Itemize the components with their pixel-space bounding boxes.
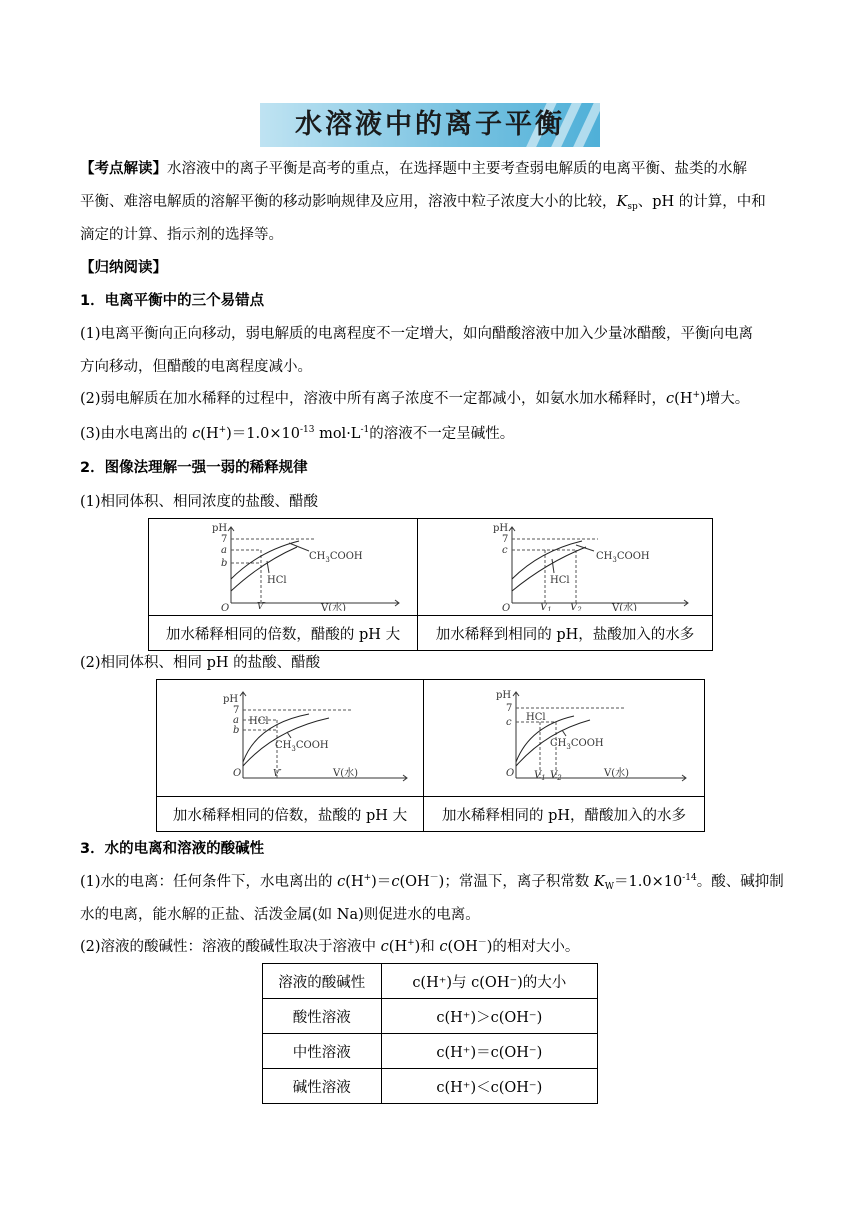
section3-heading: 3．水的电离和溶液的酸碱性 — [80, 841, 265, 857]
svg-text:a: a — [233, 715, 239, 726]
section1-heading: 1．电离平衡中的三个易错点 — [80, 293, 265, 309]
svg-text:V(水): V(水) — [321, 603, 347, 611]
svg-text:V1: $V_1$ — [540, 602, 552, 611]
svg-text:V2: $V_2$ — [550, 770, 562, 782]
svg-text:7: 7 — [506, 703, 513, 714]
svg-text:HCl: HCl — [550, 575, 570, 586]
svg-text:7: 7 — [233, 705, 240, 716]
svg-text:V(水): V(水) — [333, 768, 359, 779]
sec2-sub1: (1)相同体积、相同浓度的盐酸、醋酸 — [80, 494, 319, 510]
graph-same-ph-same-ph — [424, 680, 704, 792]
intro-line3: 滴定的计算、指示剂的选择等。 — [80, 227, 283, 243]
table-row: 中性溶液 c(H⁺)＝c(OH⁻) — [263, 1034, 598, 1069]
svg-text:7: 7 — [502, 534, 509, 545]
svg-text:c: c — [506, 717, 512, 728]
ksp-symbol: K — [616, 194, 628, 210]
sec1-p1: (1)电离平衡向正向移动，弱电解质的电离程度不一定增大，如向醋酸溶液中加入少量冰醋酸，平衡向电离 方向移动，但醋酸的电离程度减小。 — [80, 326, 754, 375]
table-row: 酸性溶液 c(H⁺)＞c(OH⁻) — [263, 999, 598, 1034]
svg-text:V′: V′ — [257, 602, 266, 611]
sec3-p2: (2)溶液的酸碱性：溶液的酸碱性取决于溶液中 c(H+)和 c(OH－)的相对大小。 — [80, 938, 580, 955]
graph-same-ph-same-dilution — [157, 680, 423, 792]
dilution-table-1 — [148, 518, 713, 651]
svg-text:V1: $V_1$ — [534, 770, 546, 782]
graph-cell — [418, 519, 713, 616]
hcl-curve — [231, 547, 297, 591]
svg-text:V2: $V_2$ — [570, 602, 582, 611]
caption-left: 加水稀释相同的倍数，盐酸的 pH 大 — [157, 797, 424, 832]
table-header: c(H⁺)与 c(OH⁻)的大小 — [381, 964, 597, 999]
intro-line1: 水溶液中的离子平衡是高考的重点，在选择题中主要考查弱电解质的电离平衡、盐类的水解 — [167, 161, 747, 177]
graph-same-conc-same-ph — [418, 519, 712, 611]
svg-text:O: O — [233, 768, 242, 779]
caption-right: 加水稀释到相同的 pH，盐酸加入的水多 — [418, 616, 713, 651]
svg-text:O: O — [506, 768, 515, 779]
svg-text:V(水): V(水) — [604, 768, 630, 779]
page-title: 水溶液中的离子平衡 — [295, 109, 565, 140]
svg-text:pH: pH — [223, 694, 239, 705]
svg-text:c: c — [502, 545, 508, 556]
svg-text:CH3COOH: $CH_3COOH$ — [596, 551, 650, 564]
svg-text:7: 7 — [221, 534, 228, 545]
sec1-p3: (3)由水电离出的 $c(H^+)=1.0\times 10^{-13}$ $mol\cdot L^{-1}$的溶液不一定呈碱性。 — [80, 425, 515, 442]
title-banner — [260, 103, 600, 147]
svg-text:pH: pH — [493, 523, 509, 534]
svg-text:a: a — [221, 545, 227, 556]
summary-label: 【归纳阅读】 — [80, 260, 167, 276]
dilution-table-2 — [156, 679, 705, 832]
graph-cell — [149, 519, 418, 616]
acidity-table — [262, 963, 598, 1104]
intro-paragraph: 【考点解读】水溶液中的离子平衡是高考的重点，在选择题中主要考查弱电解质的电离平衡、盐类的水解 平衡、难溶电解质的溶解平衡的移动影响规律及应用，溶液中粒子浓度大小的比较，$K_{sp}$、pH 的计算，中和 滴定的计算、指示剂的选择等。 — [80, 154, 786, 250]
svg-text:CH3COOH: $CH_3COOH$ — [550, 738, 604, 751]
svg-text:HCl: HCl — [249, 716, 269, 727]
svg-text:HCl: HCl — [526, 712, 546, 723]
caption-right: 加水稀释相同的 pH，醋酸加入的水多 — [424, 797, 705, 832]
svg-text:CH3COOH: $CH_3COOH$ — [275, 740, 329, 753]
svg-text:CH3COOH: $CH_3COOH$ — [309, 551, 363, 564]
sec1-p2: (2)弱电解质在加水稀释的过程中，溶液中所有离子浓度不一定都减小，如氨水加水稀释时，c(H+)增大。 — [80, 390, 750, 407]
ch3cooh-curve — [231, 541, 299, 579]
table-row: 碱性溶液 c(H⁺)＜c(OH⁻) — [263, 1069, 598, 1104]
svg-text:V(水): V(水) — [612, 603, 638, 611]
intro-label: 【考点解读】 — [80, 161, 167, 177]
intro-line2b: 、pH 的计算，中和 — [637, 194, 766, 210]
ph-label: pH — [212, 523, 228, 534]
svg-text:pH: pH — [496, 690, 512, 701]
svg-text:HCl: HCl — [267, 575, 287, 586]
svg-text:O: O — [502, 603, 511, 611]
table-header: 溶液的酸碱性 — [263, 964, 382, 999]
svg-text:b: b — [221, 558, 228, 569]
graph-cell — [424, 680, 705, 797]
section2-heading: 2．图像法理解一强一弱的稀释规律 — [80, 460, 308, 476]
svg-text:b: b — [233, 725, 240, 736]
graph-same-conc-same-dilution — [149, 519, 417, 611]
svg-text:O: O — [221, 603, 230, 611]
graph-cell — [157, 680, 424, 797]
caption-left: 加水稀释相同的倍数，醋酸的 pH 大 — [149, 616, 418, 651]
intro-line2a: 平衡、难溶电解质的溶解平衡的移动影响规律及应用，溶液中粒子浓度大小的比较， — [80, 194, 617, 210]
sec2-sub2: (2)相同体积、相同 pH 的盐酸、醋酸 — [80, 655, 321, 671]
sec3-p1: (1)水的电离：任何条件下，水电离出的 c(H+)＝c(OH－)；常温下，离子积常数 $K_W=1.0\times 10^{-14}$。酸、碱抑制 水的电离，能水解的正盐、活泼金属(如 Na)则促进水的电离。 — [80, 873, 784, 923]
svg-text:V′: V′ — [273, 769, 282, 779]
